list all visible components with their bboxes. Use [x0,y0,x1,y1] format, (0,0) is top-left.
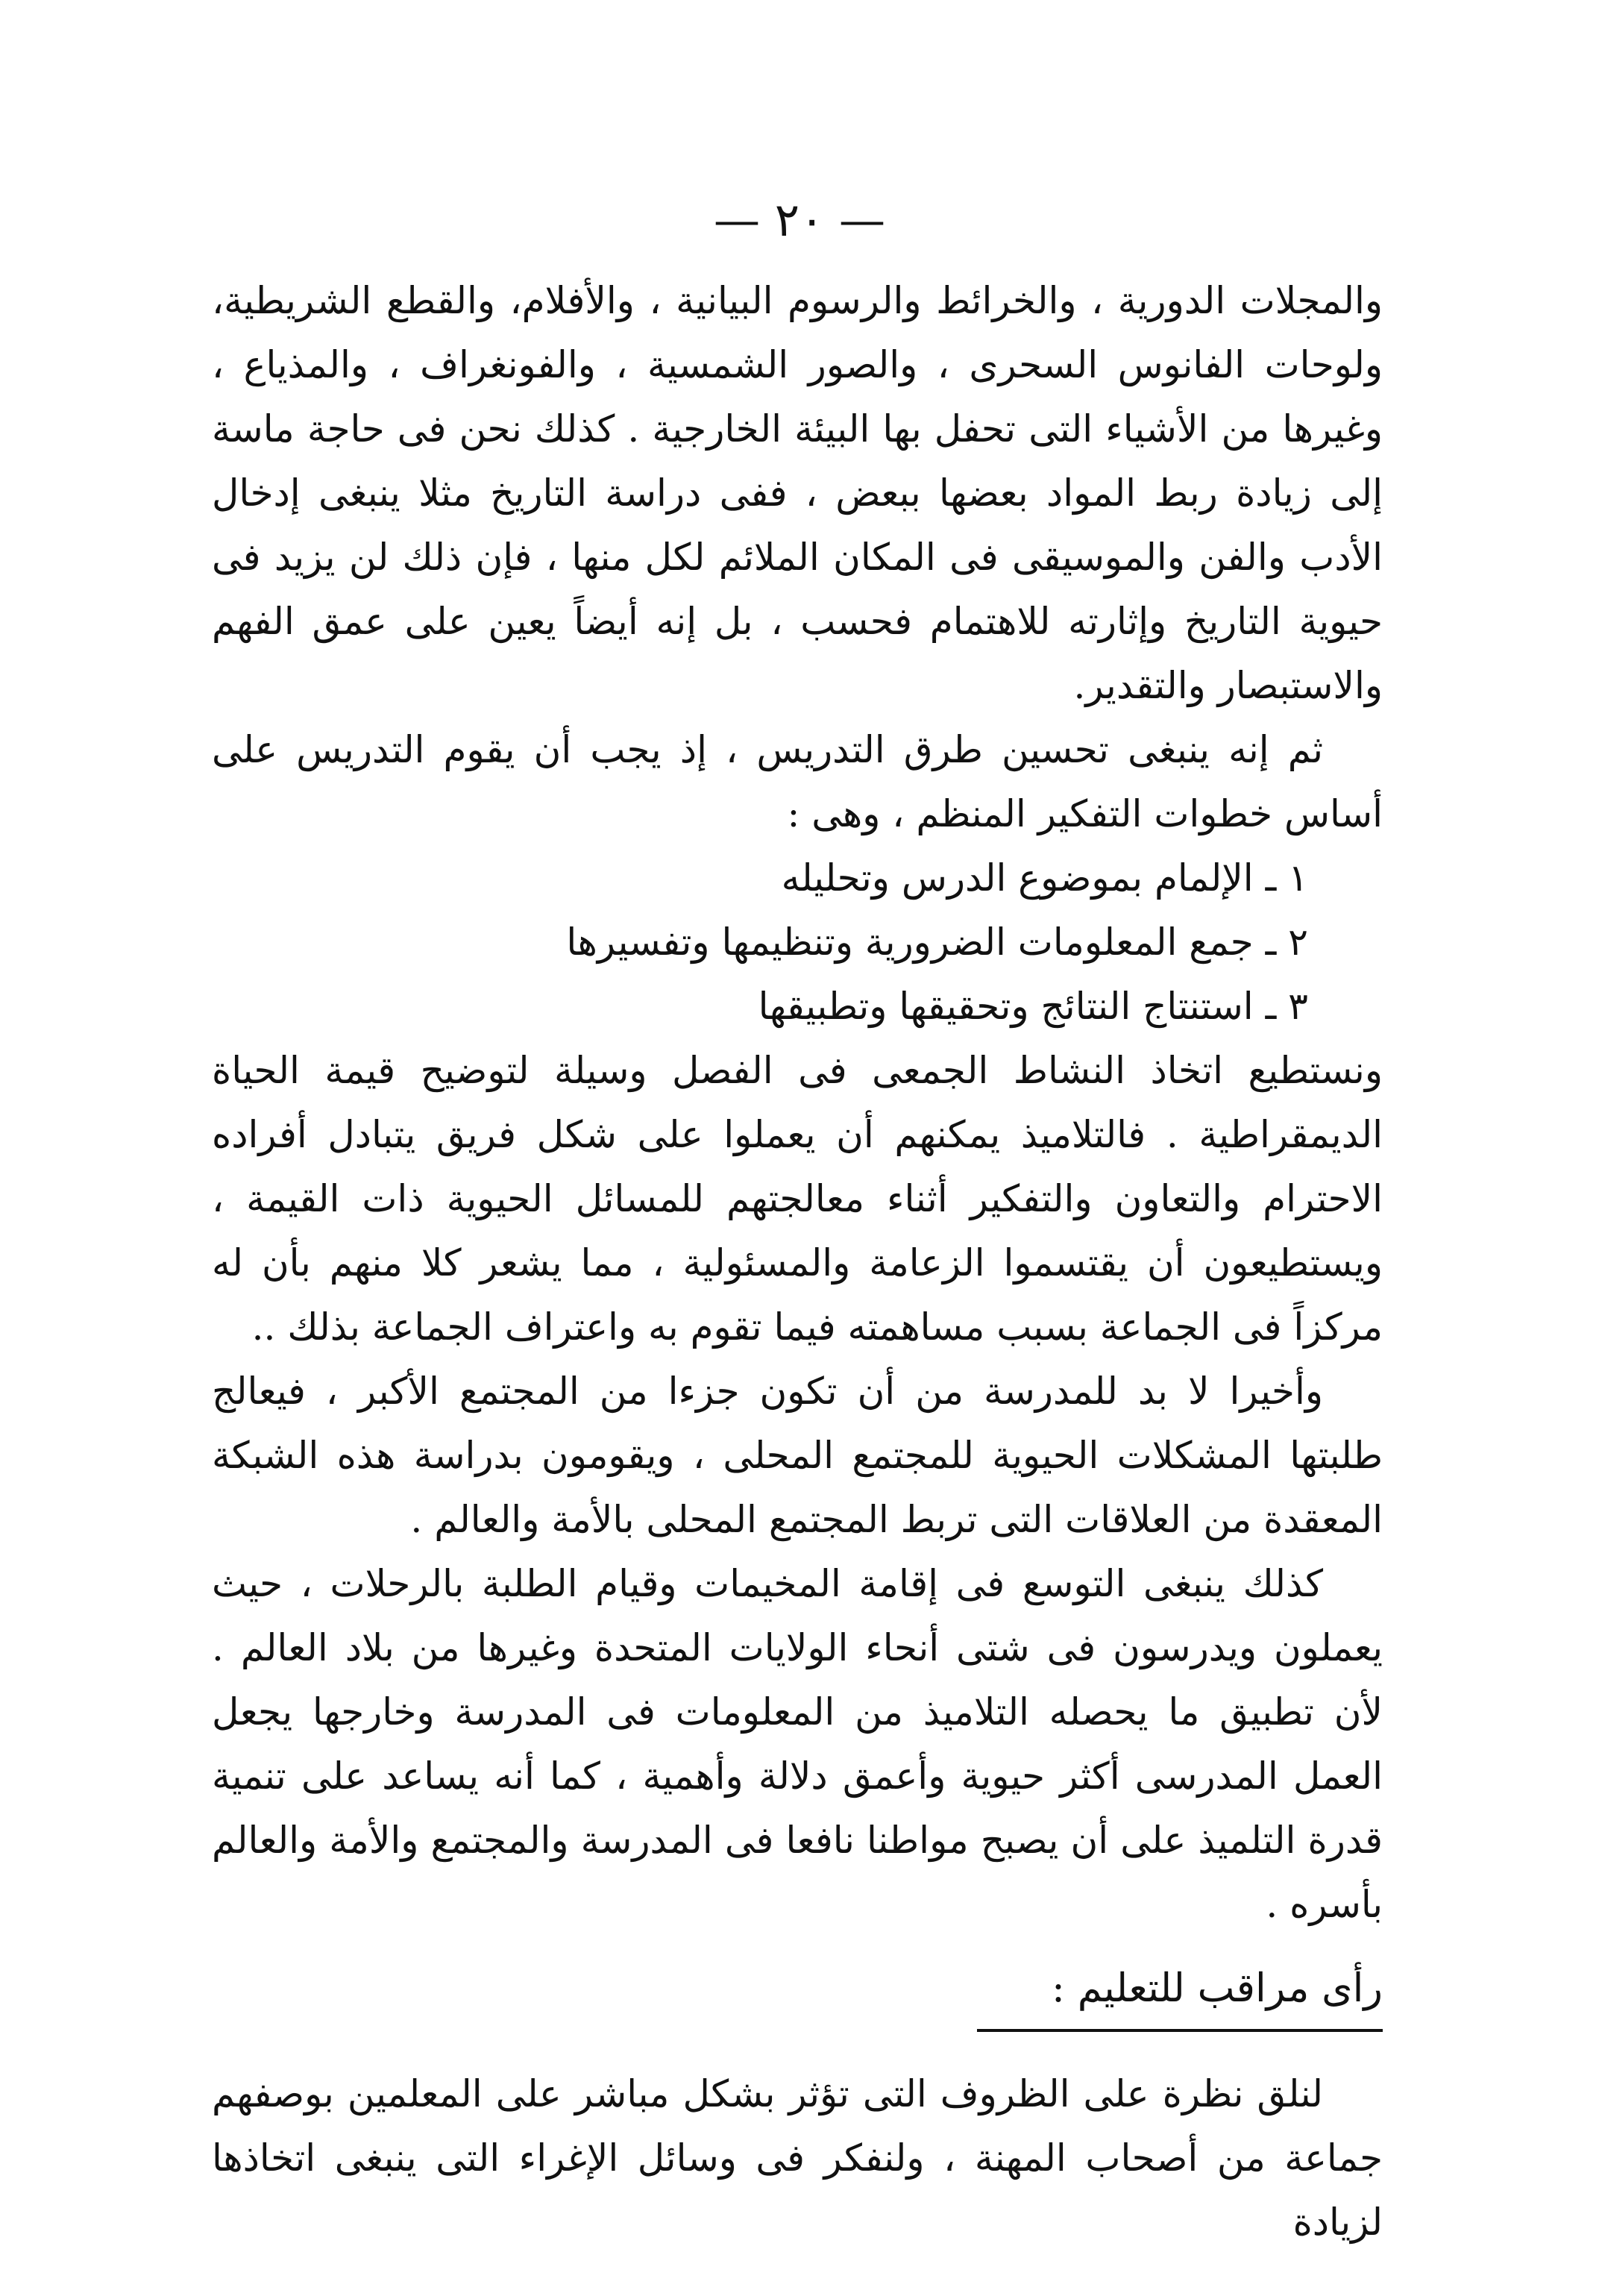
list-item: ٣ ـ استنتاج النتائج وتحقيقها وتطبيقها [758,985,1308,1028]
page-number: — ٢٠ — [713,192,886,247]
paragraph-teaching-methods: ثم إنه ينبغى تحسين طرق التدريس ، إذ يجب أن يقوم التدريس على أساس خطوات التفكير المنظم ، وهى : [212,728,1383,835]
paragraph-teachers: لنلق نظرة على الظروف التى تؤثر بشكل مباشر على المعلمين بوصفهم جماعة من أصحاب المهنة ، ولنفكر فى وسائل الإغراء التى ينبغى اتخاذها لزيادة [212,2072,1383,2244]
section-text [212,2062,1383,2254]
paragraph-community: وأخيرا لا بد للمدرسة من أن تكون جزءا من المجتمع الأكبر ، فيعالج طلبتها المشكلات الحيوية للمجتمع المحلى ، ويقومون بدراسة هذه الشبكة المعقدة من العلاقات التى تربط المجتمع المحلى بالأمة والعالم . [212,1370,1383,1541]
thinking-steps-list [212,846,1383,1038]
paragraph-group-activity: ونستطيع اتخاذ النشاط الجمعى فى الفصل وسيلة لتوضيح قيمة الحياة الديمقراطية . فالتلاميذ يمكنهم أن يعملوا على شكل فريق يتبادل أفراده الاحترام والتعاون والتفكير أثناء معالجتهم للمسائل الحيوية ذات القيمة ، ويستطيعون أن يقتسموا الزعامة والمسئولية ، مما يشعر كلا منهم بأن له مركزاً فى الجماعة بسبب مساهمته فيما تقوم به واعتراف الجماعة بذلك .. [212,1049,1383,1349]
section-heading: رأى مراقب للتعليم : [977,1959,1383,2032]
paragraph-materials: والمجلات الدورية ، والخرائط والرسوم البيانية ، والأفلام، والقطع الشريطية، ولوحات الفانوس السحرى ، والصور الشمسية ، والفونغراف ، والمذياع ، وغيرها من الأشياء التى تحفل بها البيئة الخارجية . كذلك نحن فى حاجة ماسة إلى زيادة ربط المواد بعضها ببعض ، ففى دراسة التاريخ مثلا ينبغى إدخال الأدب والفن والموسيقى فى المكان الملائم لكل منها ، فإن ذلك لن يزيد فى حيوية التاريخ وإثارته للاهتمام فحسب ، بل إنه أيضاً يعين على عمق الفهم والاستبصار والتقدير. [212,279,1383,707]
list-item: ٢ ـ جمع المعلومات الضرورية وتنظيمها وتفسيرها [566,920,1308,964]
list-item: ١ ـ الإلمام بموضوع الدرس وتحليله [781,856,1308,900]
paragraph-camps-trips: كذلك ينبغى التوسع فى إقامة المخيمات وقيام الطلبة بالرحلات ، حيث يعملون ويدرسون فى شتى أنحاء الولايات المتحدة وغيرها من بلاد العالم . لأن تطبيق ما يحصله التلاميذ من المعلومات فى المدرسة وخارجها يجعل العمل المدرسى أكثر حيوية وأعمق دلالة وأهمية ، كما أنه يساعد على تنمية قدرة التلميذ على أن يصبح مواطنا نافعا فى المدرسة والمجتمع والأمة والعالم بأسره . [212,1562,1383,1926]
main-text [212,269,1383,1936]
